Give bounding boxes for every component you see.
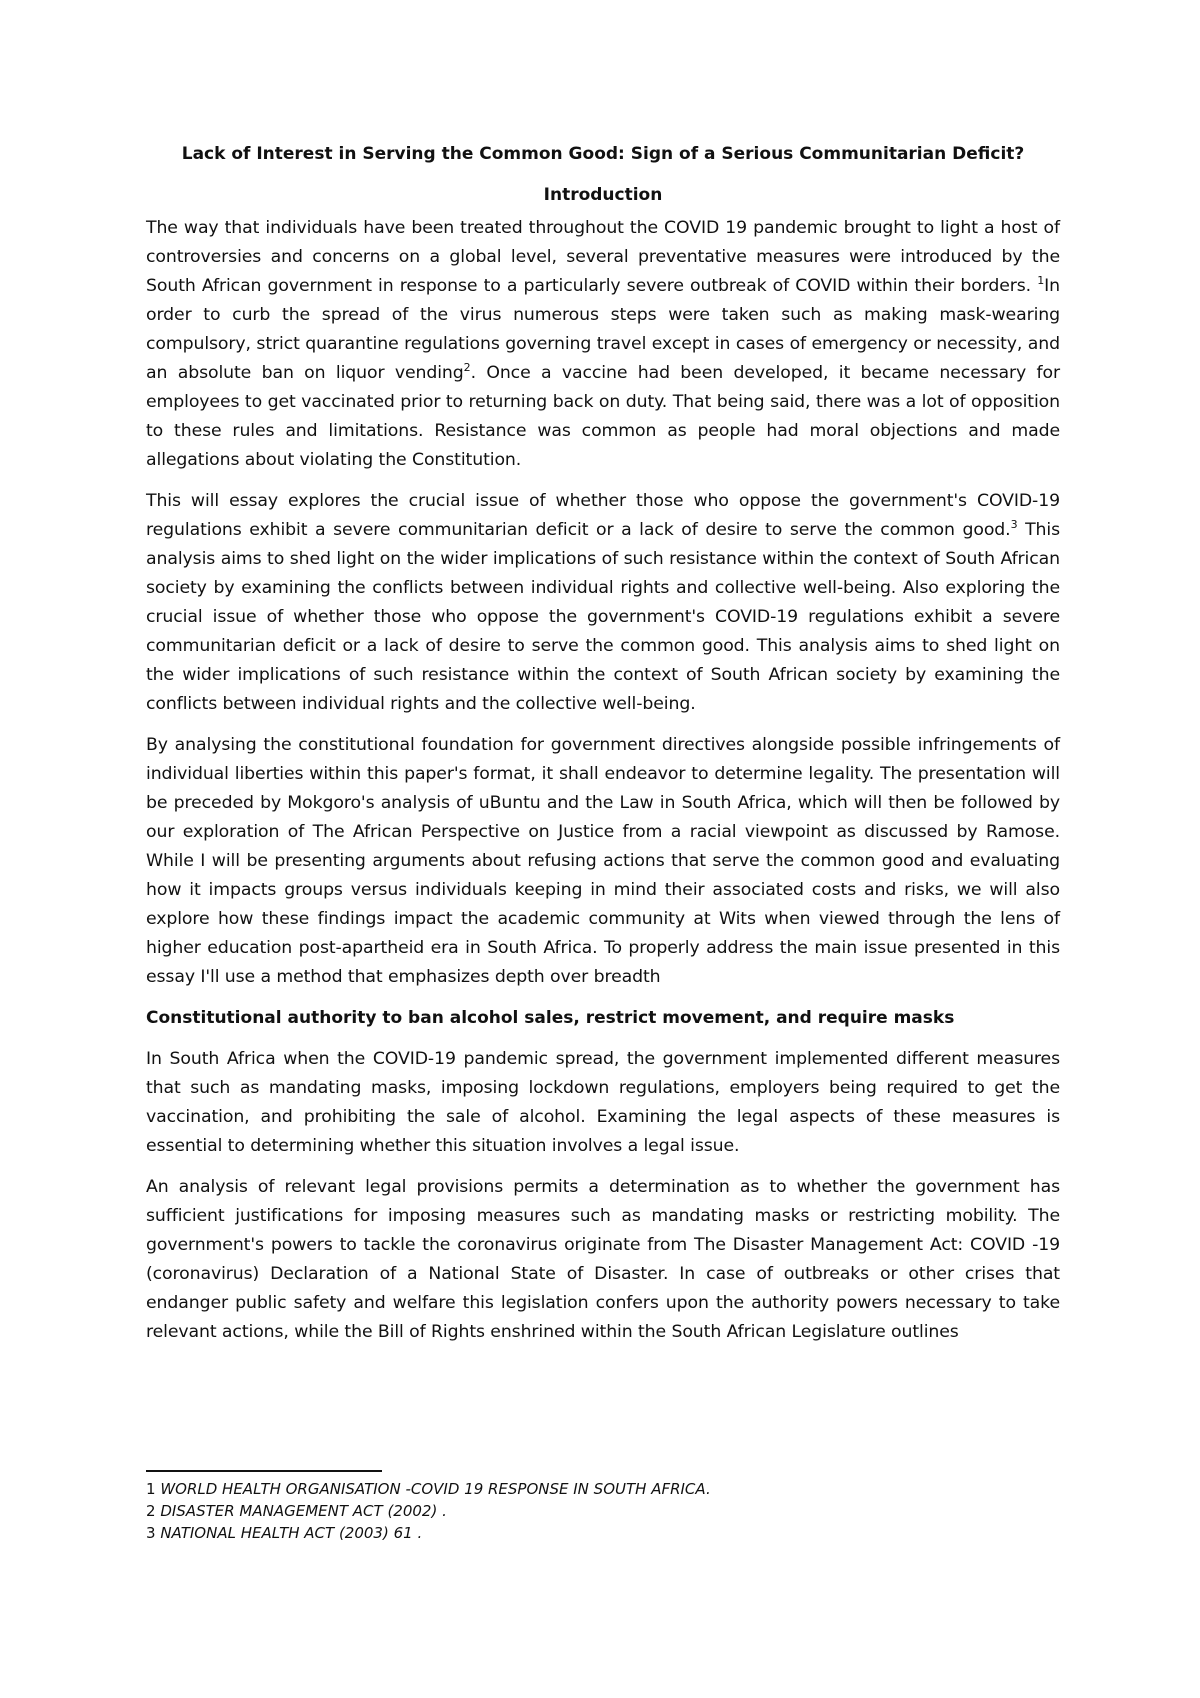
- footnote-2-text: DISASTER MANAGEMENT ACT (2002) .: [155, 1502, 447, 1520]
- footnote-1-text: WORLD HEALTH ORGANISATION -COVID 19 RESPONSE IN SOUTH AFRICA.: [155, 1480, 711, 1498]
- footnote-divider: [146, 1470, 382, 1472]
- paragraph-1-text-a: The way that individuals have been treated throughout the COVID 19 pandemic brought to light a host of controversies and concerns on a global level, several preventative measures were introduced by the South African government in response to a particularly severe outbreak of COVID within their borders.: [146, 218, 1060, 296]
- paragraph-1: [146, 214, 1060, 475]
- footnote-1-number: 1: [146, 1480, 156, 1498]
- document-title: Lack of Interest in Serving the Common Good: Sign of a Serious Communitarian Deficit?: [181, 144, 1025, 164]
- paragraph-1-text-c: . Once a vaccine had been developed, it became necessary for employees to get vaccinated prior to returning back on duty. That being said, there was a lot of opposition to these rules and limitations. Resistance was common as people had moral objections and made allegations about violating the Constitution.: [146, 363, 1060, 470]
- footnote-ref-2: 2: [463, 361, 471, 375]
- footnotes: [146, 1478, 1060, 1544]
- paragraph-4: In South Africa when the COVID-19 pandemic spread, the government implemented different measures that such as mandating masks, imposing lockdown regulations, employers being required to get the vaccination, and prohibiting the sale of alcohol. Examining the legal aspects of these measures is essential to determining whether this situation involves a legal issue.: [146, 1049, 1060, 1156]
- section-heading-constitutional-authority: Constitutional authority to ban alcohol sales, restrict movement, and require masks: [146, 1008, 955, 1028]
- paragraph-5: An analysis of relevant legal provisions permits a determination as to whether the government has sufficient justifications for imposing measures such as mandating masks or restricting mobility. The government's powers to tackle the coronavirus originate from The Disaster Management Act: COVID -19 (coronavirus) Declaration of a National State of Disaster. In case of outbreaks or other crises that endanger public safety and welfare this legislation confers upon the authority powers necessary to take relevant actions, while the Bill of Rights enshrined within the South African Legislature outlines: [146, 1177, 1060, 1342]
- footnote-2: [146, 1500, 1060, 1522]
- paragraph-1-text-b: In order to curb the spread of the virus numerous steps were taken such as making mask-wearing compulsory, strict quarantine regulations governing travel except in cases of emergency or necessity, and an absolute ban on liquor vending: [146, 276, 1060, 383]
- paragraph-2-text-b: This analysis aims to shed light on the wider implications of such resistance within the context of South African society by examining the conflicts between individual rights and collective well-being. Also exploring the crucial issue of whether those who oppose the government's COVID-19 regulations exhibit a severe communitarian deficit or a lack of desire to serve the common good. This analysis aims to shed light on the wider implications of such resistance within the context of South African society by examining the conflicts between individual rights and the collective well-being.: [146, 520, 1060, 714]
- section-heading-introduction: Introduction: [543, 185, 663, 205]
- footnote-ref-1: 1: [1037, 274, 1045, 288]
- paragraph-3: By analysing the constitutional foundation for government directives alongside possible infringements of individual liberties within this paper's format, it shall endeavor to determine legality. The presentation will be preceded by Mokgoro's analysis of uBuntu and the Law in South Africa, which will then be followed by our exploration of The African Perspective on Justice from a racial viewpoint as discussed by Ramose. While I will be presenting arguments about refusing actions that serve the common good and evaluating how it impacts groups versus individuals keeping in mind their associated costs and risks, we will also explore how these findings impact the academic community at Wits when viewed through the lens of higher education post-apartheid era in South Africa. To properly address the main issue presented in this essay I'll use a method that emphasizes depth over breadth: [146, 735, 1060, 987]
- footnote-3-text: NATIONAL HEALTH ACT (2003) 61 .: [155, 1524, 423, 1542]
- footnote-3-number: 3: [146, 1524, 156, 1542]
- footnote-1: [146, 1478, 1060, 1500]
- document-body: [146, 140, 1060, 1359]
- paragraph-2: [146, 487, 1060, 719]
- footnote-ref-3: 3: [1010, 518, 1018, 532]
- paragraph-2-text-a: This will essay explores the crucial issue of whether those who oppose the government's COVID-19 regulations exhibit a severe communitarian deficit or a lack of desire to serve the common good.: [146, 491, 1060, 540]
- footnote-2-number: 2: [146, 1502, 156, 1520]
- footnote-3: [146, 1522, 1060, 1544]
